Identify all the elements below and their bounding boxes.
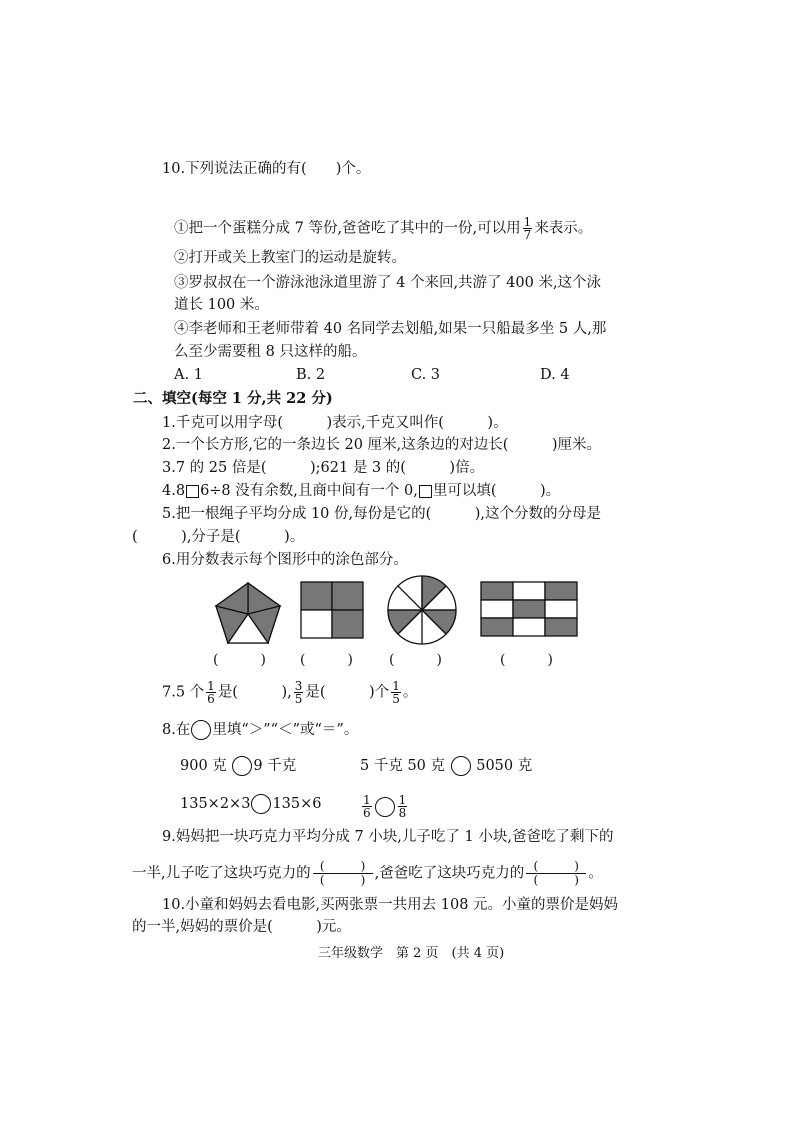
fill-q4: 4.8 6÷8 没有余数,且商中间有一个 0, 里可以填( )。 — [162, 483, 561, 499]
square-figure — [299, 580, 365, 640]
fill-q9-line2: 一半,儿子吃了这块巧克力的 $\frac{( )}{( )}$ ,爸爸吃了这块巧克力的 $\frac{( )}{( )}$ 。 — [132, 859, 603, 887]
rectangle-grid-figure — [479, 580, 579, 640]
fraction-1-6: $\frac{1}{6}$ — [207, 679, 215, 706]
fill-q7: 7.5 个 $\frac{1}{6}$ 是( ), $\frac{3}{5}$ 是( )个 $\frac{1}{5}$ 。 — [162, 679, 418, 706]
circle-figure — [385, 573, 459, 647]
fill-q3: 3.7 的 25 倍是( );621 是 3 的( )倍。 — [162, 460, 485, 476]
q8-row1-right: 5 千克 50 克 5050 克 — [360, 758, 533, 774]
page-footer: 三年级数学 第 2 页 (共 4 页) — [318, 946, 505, 961]
option-b: B. 2 — [296, 367, 326, 383]
compare-circle — [191, 720, 211, 740]
compare-circle[interactable] — [232, 756, 252, 776]
option-d: D. 4 — [540, 367, 570, 383]
fraction-1-7: $\frac{1}{7}$ — [523, 215, 532, 242]
fill-q5-line1: 5.把一根绳子平均分成 10 份,每份是它的( ),这个分数的分母是 — [162, 506, 602, 522]
q10-statement-3-line2: 道长 100 米。 — [174, 297, 269, 313]
fill-q8: 8.在 里填“＞”“＜”或“＝”。 — [162, 722, 359, 738]
fraction-blank[interactable]: $\frac{( )}{( )}$ — [313, 860, 373, 887]
fraction-3-5: $\frac{3}{5}$ — [294, 679, 303, 706]
compare-circle[interactable] — [451, 756, 471, 776]
q10-statement-1: ①把一个蛋糕分成 7 等份,爸爸吃了其中的一份,可以用 $\frac{1}{7}$ 来表示。 — [174, 215, 593, 242]
q8-row2-right — [360, 794, 409, 819]
blank-box — [186, 485, 199, 498]
fill-q10-line2: 的一半,妈妈的票价是( )元。 — [132, 919, 351, 935]
fraction-1-6: $\frac{1}{6}$ — [363, 793, 371, 820]
q10-statement-4-line2: 么至少需要租 8 只这样的船。 — [174, 344, 367, 360]
pentagon-figure — [213, 580, 283, 646]
q8-row1-left: 900 克 9 千克 — [180, 758, 297, 774]
q6-blank-4[interactable]: ( ) — [500, 652, 553, 668]
option-a: A. 1 — [174, 367, 203, 383]
q10-stem: 10.下列说法正确的有( )个。 — [162, 161, 371, 177]
q10-statement-4-line1: ④李老师和王老师带着 40 名同学去划船,如果一只船最多坐 5 人,那 — [174, 321, 607, 337]
fraction-1-5: $\frac{1}{5}$ — [392, 679, 400, 706]
q8-row2-left: 135×2×3 135×6 — [180, 796, 322, 812]
fill-q5-line2: ( ),分子是( )。 — [132, 529, 305, 545]
fraction-1-8: $\frac{1}{8}$ — [398, 793, 407, 820]
q6-blank-2[interactable]: ( ) — [300, 652, 353, 668]
q6-blank-1[interactable]: ( ) — [213, 652, 266, 668]
section-heading: 二、填空(每空 1 分,共 22 分) — [133, 390, 333, 407]
fill-q2: 2.一个长方形,它的一条边长 20 厘米,这条边的对边长( )厘米。 — [162, 437, 602, 453]
option-c: C. 3 — [411, 367, 441, 383]
compare-circle[interactable] — [251, 794, 271, 814]
q6-blank-3[interactable]: ( ) — [389, 652, 442, 668]
blank-box — [419, 485, 432, 498]
fill-q10-line1: 10.小童和妈妈去看电影,买两张票一共用去 108 元。小童的票价是妈妈 — [162, 897, 619, 913]
q10-statement-3-line1: ③罗叔叔在一个游泳池泳道里游了 4 个来回,共游了 400 米,这个泳 — [174, 275, 602, 291]
q10-statement-2: ②打开或关上教室门的运动是旋转。 — [174, 250, 406, 266]
compare-circle[interactable] — [375, 797, 395, 817]
fill-q6: 6.用分数表示每个图形中的涂色部分。 — [162, 552, 408, 568]
fraction-blank[interactable]: $\frac{( )}{( )}$ — [526, 860, 586, 887]
fill-q9-line1: 9.妈妈把一块巧克力平均分成 7 小块,儿子吃了 1 小块,爸爸吃了剩下的 — [162, 829, 614, 845]
fill-q1: 1.千克可以用字母( )表示,千克又叫作( )。 — [162, 415, 508, 431]
